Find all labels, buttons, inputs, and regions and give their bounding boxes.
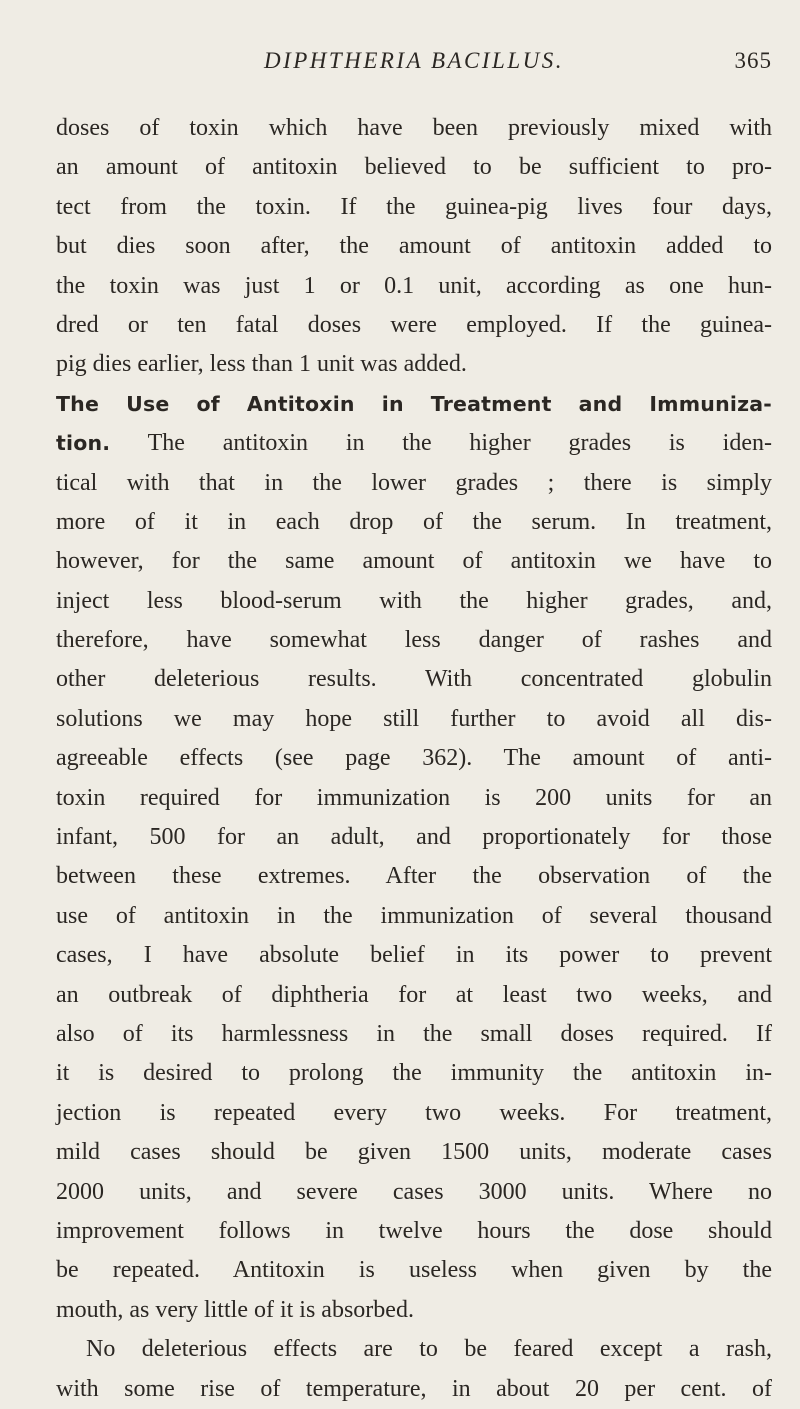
- text-line: pig dies earlier, less than 1 unit was added.: [56, 351, 467, 378]
- text-line: solutions we may hope still further to avoid all dis-: [56, 705, 772, 732]
- page-number: 365: [734, 48, 772, 73]
- section-heading-end: tion.: [56, 431, 111, 456]
- text-line: improvement follows in twelve hours the dose should: [56, 1217, 772, 1244]
- text-line: jection is repeated every two weeks. For treatment,: [56, 1099, 772, 1126]
- text-line: dred or ten fatal doses were employed. If the guinea-: [56, 311, 772, 338]
- text-line: tical with that in the lower grades ; there is simply: [56, 469, 772, 496]
- text-line: therefore, have somewhat less danger of rashes and: [56, 627, 772, 654]
- text-line: doses of toxin which have been previously mixed with: [56, 115, 772, 141]
- section-heading: The Use of Antitoxin in Treatment and Immuniza-: [56, 391, 772, 416]
- body-text: [56, 109, 772, 1409]
- text-line: [56, 424, 772, 463]
- text-line: however, for the same amount of antitoxin we have to: [56, 548, 772, 575]
- text-line: it is desired to prolong the immunity the antitoxin in-: [56, 1060, 772, 1087]
- text-line: infant, 500 for an adult, and proportionately for those: [56, 824, 772, 851]
- text-line: 2000 units, and severe cases 3000 units. Where no: [56, 1178, 772, 1205]
- text-line: other deleterious results. With concentrated globulin: [56, 666, 772, 693]
- text-line: tect from the toxin. If the guinea-pig lives four days,: [56, 193, 772, 220]
- text-line: between these extremes. After the observation of the: [56, 863, 772, 890]
- text-line: an amount of antitoxin believed to be sufficient to pro-: [56, 154, 772, 181]
- text-line: with some rise of temperature, in about 20 per cent. of: [56, 1375, 772, 1402]
- text-line: use of antitoxin in the immunization of several thousand: [56, 902, 772, 929]
- text-line: an outbreak of diphtheria for at least two weeks, and: [56, 981, 772, 1008]
- text-line: agreeable effects (see page 362). The amount of anti-: [56, 745, 772, 772]
- text-line: the toxin was just 1 or 0.1 unit, according as one hun-: [56, 272, 772, 299]
- text-line: No deleterious effects are to be feared except a rash,: [86, 1336, 772, 1363]
- text-line: be repeated. Antitoxin is useless when given by the: [56, 1257, 772, 1284]
- text-line: more of it in each drop of the serum. In treatment,: [56, 508, 772, 535]
- section-heading-line: [56, 385, 772, 424]
- running-head: [56, 48, 772, 88]
- text-line: cases, I have absolute belief in its power to prevent: [56, 942, 772, 969]
- text-line: toxin required for immunization is 200 units for an: [56, 784, 772, 811]
- running-title: DIPHTHERIA BACILLUS.: [263, 48, 564, 73]
- text-line: but dies soon after, the amount of antitoxin added to: [56, 233, 772, 260]
- text-line: inject less blood-serum with the higher grades, and,: [56, 587, 772, 614]
- text-line: also of its harmlessness in the small doses required. If: [56, 1020, 772, 1047]
- text-line: mouth, as very little of it is absorbed.: [56, 1296, 414, 1323]
- text-line: mild cases should be given 1500 units, moderate cases: [56, 1139, 772, 1166]
- heading-line-text: The antitoxin in the higher grades is iden-: [110, 430, 772, 457]
